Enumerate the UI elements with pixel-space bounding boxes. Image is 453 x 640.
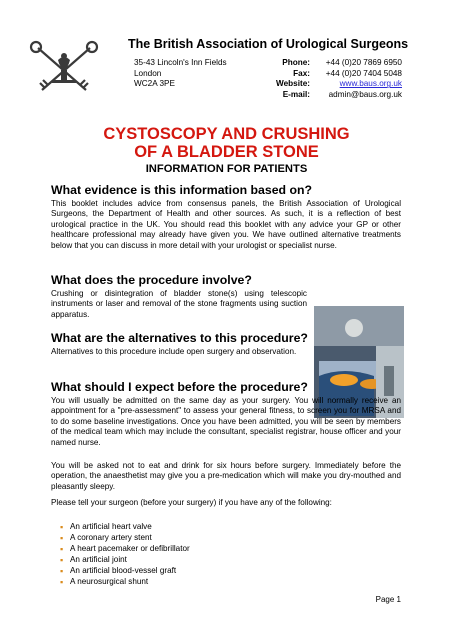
title-line-1: CYSTOSCOPY AND CRUSHING — [103, 125, 350, 143]
document-title — [0, 125, 453, 161]
heading-procedure: What does the procedure involve? — [51, 273, 252, 287]
list-item: ▪ A neurosurgical shunt — [60, 577, 190, 588]
address-block — [134, 58, 227, 90]
contact-phone — [232, 58, 402, 69]
contact-value: +44 (0)20 7869 6950 — [325, 58, 402, 67]
address-line: London — [134, 68, 162, 78]
contact-label: Website: — [276, 79, 310, 89]
org-name: The British Association of Urological Surgeons — [128, 37, 409, 51]
heading-alternatives: What are the alternatives to this procedure? — [51, 331, 308, 345]
contact-label: Fax: — [293, 68, 310, 78]
list-item: ▪ An artificial heart valve — [60, 522, 190, 533]
contact-label: E-mail: — [282, 89, 310, 99]
contact-value: +44 (0)20 7404 5048 — [325, 68, 402, 78]
paragraph-before-1: You will usually be admitted on the same day as your surgery. You will normally receive an appointment for a "pre-assessment" to assess your general fitness, to screen you for MRSA and to do some baseline investigations. Once you have been admitted, you will be seen by members of the medical team which may include the consultant, specialist registrar, house officer and your named nurse. — [51, 396, 401, 447]
email-link[interactable]: admin@baus.org.uk — [328, 89, 402, 99]
contact-fax — [232, 69, 402, 80]
list-item: ▪ A coronary artery stent — [60, 533, 190, 544]
conditions-list — [60, 522, 190, 587]
paragraph-evidence: This booklet includes advice from consensus panels, the British Association of Urological Surgeons, the Department of Health and other sources. As such, it is a reflection of best urological practice in the UK. You should read this booklet with any advice your GP or other healthcare professional may already have given you. We have outlined alternative treatments below that you can discuss in more detail with your urologist or specialist nurse. — [51, 199, 401, 250]
title-line-2: OF A BLADDER STONE — [134, 143, 319, 161]
heading-evidence: What evidence is this information based on? — [51, 183, 313, 197]
heading-before: What should I expect before the procedure? — [51, 380, 308, 394]
baus-logo-icon — [28, 40, 100, 98]
contact-block — [232, 58, 402, 100]
contact-email — [232, 90, 402, 101]
list-item: ▪ A heart pacemaker or defibrillator — [60, 544, 190, 555]
list-item: ▪ An artificial joint — [60, 555, 190, 566]
contact-label: Phone: — [282, 58, 310, 67]
contact-website — [232, 79, 402, 90]
list-item: ▪ An artificial blood-vessel graft — [60, 566, 190, 577]
page-number: Page 1 — [375, 595, 401, 604]
website-link[interactable]: www.baus.org.uk — [339, 79, 402, 89]
document-subtitle: INFORMATION FOR PATIENTS — [145, 163, 308, 175]
paragraph-alternatives: Alternatives to this procedure include open surgery and observation. — [51, 347, 297, 356]
address-line: 35-43 Lincoln's Inn Fields — [134, 58, 227, 67]
address-line: WC2A 3PE — [134, 79, 175, 89]
paragraph-before-3: Please tell your surgeon (before your surgery) if you have any of the following: — [51, 498, 332, 507]
paragraph-before-2: You will be asked not to eat and drink for six hours before surgery. Immediately before the operation, the anaesthetist may give you a pre-medication which will make you dry-mouthed and pleasantly sleepy. — [51, 461, 401, 491]
paragraph-procedure: Crushing or disintegration of bladder stone(s) using telescopic instruments or laser and removal of the stone fragments using suction apparatus. — [51, 289, 307, 319]
